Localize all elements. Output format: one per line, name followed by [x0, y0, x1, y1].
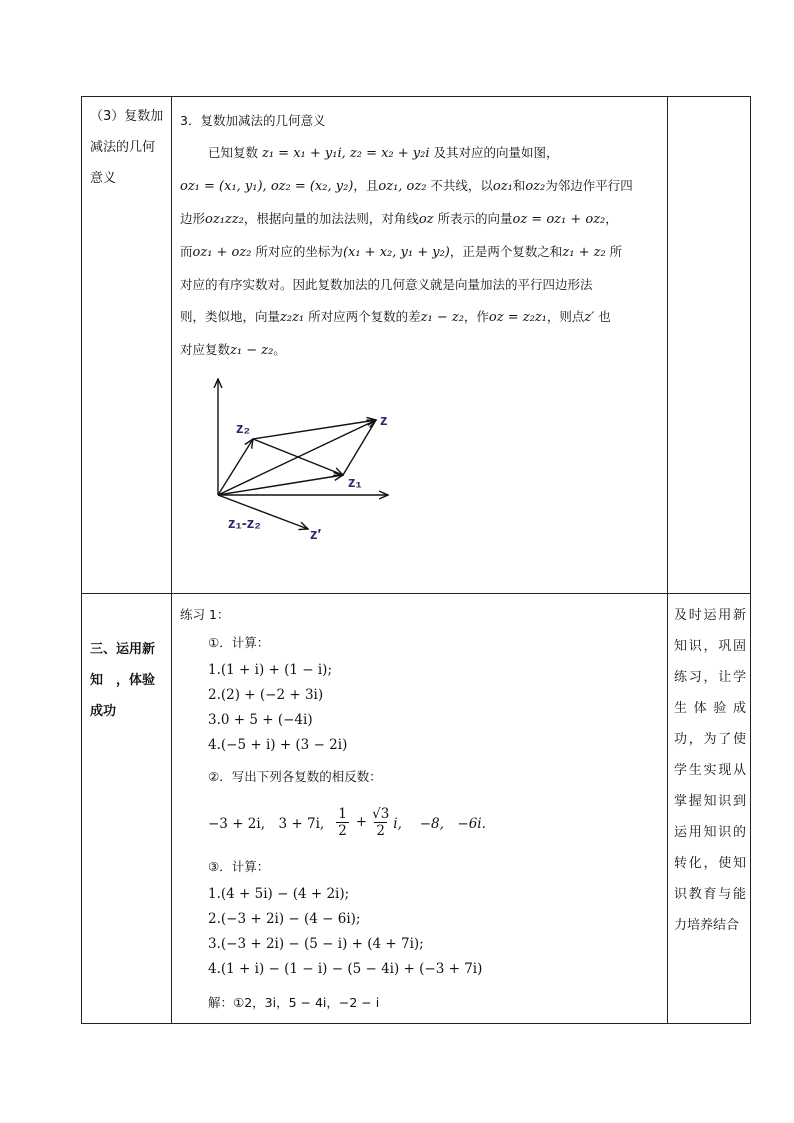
label-difference: z₁-z₂ — [228, 515, 261, 532]
vector-z2z1 — [253, 439, 343, 475]
math-expression: 3.(−3 + 2i) − (5 − i) + (4 + 7i); — [208, 936, 424, 952]
section-label: 三、运用新知 ，体验成功 — [82, 594, 172, 1024]
question-list — [180, 658, 661, 758]
section-heading: 3．复数加减法的几何意义 — [180, 113, 326, 128]
teaching-note — [668, 97, 751, 594]
math-expression: 3.0 + 5 + (−4i) — [208, 712, 313, 728]
vector-oz1 — [218, 475, 343, 495]
label-z1: z₁ — [348, 474, 362, 491]
math-expression: 1.(1 + i) + (1 − i); — [208, 662, 332, 678]
math-expression: 2.(−3 + 2i) − (4 − 6i); — [208, 911, 361, 927]
paragraph: 对应的有序实数对。因此复数加法的几何意义就是向量加法的平行四边形法 — [180, 277, 593, 292]
opposite-numbers: −3 + 2i, 3 + 7i, 1 2 + $\frac{√3}{2}$ i, −8, −6i. — [208, 805, 486, 839]
math-expression: 4.(1 + i) − (1 − i) − (5 − 4i) + (−3 + 7i) — [208, 961, 483, 977]
lesson-table — [81, 96, 751, 1024]
question-heading: ③．计算： — [208, 859, 270, 874]
section-label: （3）复数加减法的几何意义 — [82, 97, 172, 594]
exercise-title: 练习 1： — [180, 607, 230, 622]
paragraph: 对应复数z₁ − z₂。 — [180, 342, 286, 358]
table-row — [82, 594, 751, 1024]
math-expression: 4.(−5 + i) + (3 − 2i) — [208, 737, 348, 753]
paragraph: oz₁ = (x₁, y₁), oz₂ = (x₂, y₂)，且oz₁, oz₂ 不共线，以oz₁和oz₂为邻边作平行四 — [180, 178, 633, 194]
math-expression: 2.(2) + (−2 + 3i) — [208, 687, 324, 703]
paragraph: 则，类似地，向量z₂z₁ 所对应两个复数的差z₁ − z₂，作oz = z₂z₁，则点z′ 也 — [180, 309, 611, 325]
paragraph: 边形oz₁zz₂，根据向量的加法法则，对角线oz 所表示的向量oz = oz₁ + oz₂， — [180, 211, 618, 227]
question-list — [180, 882, 661, 982]
label-zprime: z′ — [310, 526, 322, 543]
paragraph: 已知复数 z₁ = x₁ + y₁i, z₂ = x₂ + y₂i 及其对应的向量如图， — [208, 145, 559, 161]
math-expression: 1.(4 + 5i) − (4 + 2i); — [208, 886, 350, 902]
teaching-note: 及时运用新知识，巩固练习，让学生体验成功，为了使学生实现从掌握知识到运用知识的转化，使知识教育与能力培养结合 — [668, 594, 751, 1024]
table-row — [82, 97, 751, 594]
vector-diagram — [210, 375, 450, 545]
question-heading: ②．写出下列各复数的相反数： — [208, 769, 382, 784]
label-z: z — [380, 412, 388, 429]
label-z2: z₂ — [236, 420, 251, 437]
answer-line: 解：①2，3i，5 − 4i，−2 − i — [208, 995, 380, 1010]
question-heading: ①．计算： — [208, 635, 270, 650]
section-content — [172, 97, 668, 594]
section-content — [172, 594, 668, 1024]
paragraph: 而oz₁ + oz₂ 所对应的坐标为(x₁ + x₂, y₁ + y₂)，正是两个复数之和z₁ + z₂ 所 — [180, 244, 623, 260]
